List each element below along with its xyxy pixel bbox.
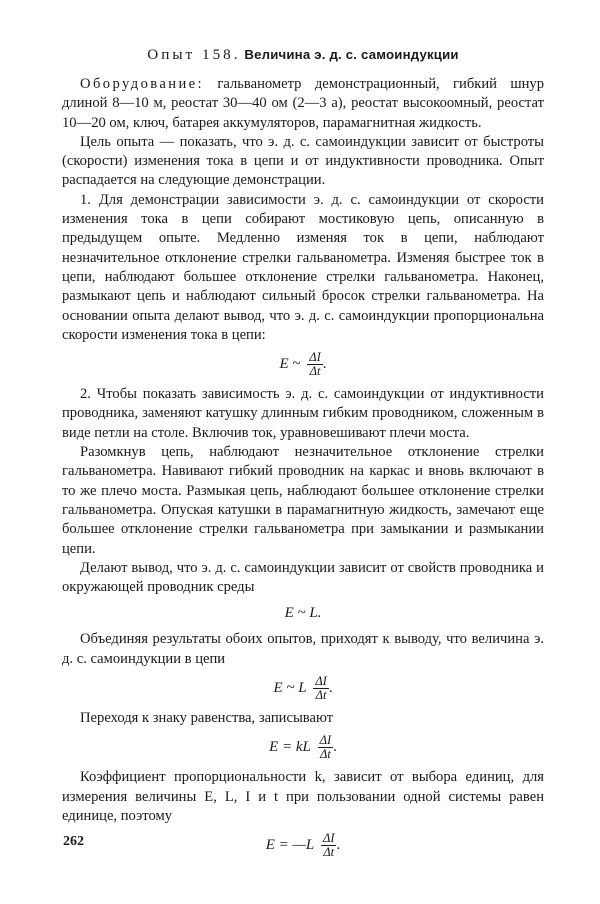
formula-end: . xyxy=(322,356,327,373)
formula-final xyxy=(62,832,544,859)
formula-coefficient xyxy=(62,734,544,761)
formula-combined-fraction xyxy=(313,675,329,702)
demo-two-paragraph: 2. Чтобы показать зависимость э. д. с. самоиндукции от индуктивности проводника, заменяют катушку длинным гибким проводником, сложенным в виде петли на столе. Включив ток, уравновешивают плечи моста. xyxy=(62,386,544,441)
fraction-numerator: ΔI xyxy=(322,831,335,846)
formula-coefficient-fraction xyxy=(318,734,334,761)
section-title xyxy=(62,46,544,64)
formula-inductance xyxy=(62,603,544,623)
equipment-text: гальванометр демонстрационный, гибкий шнур длиной 8—10 м, реостат 30—40 ом (2—3 а), реостат высокоомный, реостат 10—20 ом, ключ, батарея аккумуляторов, парамагнитная жидкость. xyxy=(62,76,544,131)
page-number: 262 xyxy=(63,834,84,849)
fraction-numerator: ΔI xyxy=(319,733,332,748)
fraction-numerator: ΔI xyxy=(315,674,327,689)
experiment-heading: Величина э. д. с. самоиндукции xyxy=(244,47,459,62)
formula-rate-lhs: E xyxy=(279,356,289,373)
fraction-denominator: Δt xyxy=(309,364,321,379)
fraction-denominator: Δt xyxy=(315,688,327,703)
experiment-number: Опыт 158. xyxy=(147,46,241,63)
formula-end: . xyxy=(336,837,341,854)
formula-combined-lhs: E ~ L xyxy=(273,679,307,696)
equality-paragraph: Переходя к знаку равенства, записывают xyxy=(80,710,334,727)
coefficient-paragraph: Коэффициент пропорциональности k, зависит от выбора единиц, для измерения величины E, L, I и t при пользовании одной системы равен единице, поэтому xyxy=(62,769,544,824)
formula-end: . xyxy=(328,679,333,696)
formula-rate-op: ~ xyxy=(292,356,301,373)
formula-rate-fraction xyxy=(307,351,323,378)
conclusion-paragraph: Делают вывод, что э. д. с. самоиндукции зависит от свойств проводника и окружающей проводник среды xyxy=(62,559,544,596)
demo-one-paragraph: 1. Для демонстрации зависимости э. д. с. самоиндукции от скорости изменения тока в цепи собирают мостиковую цепь, описанную в предыдущем опыте. Медленно изменяя ток в цепи, наблюдают незначительное отклонение стрелки гальванометра. Изменяя быстрее ток в цепи, наблюдают большее отклонение стрелки гальванометра. Наконец, размыкают цепь и наблюдают сильный бросок стрелки гальванометра. На основании опыта делают вывод, что э. д. с. самоиндукции пропорциональна скорости изменения тока в цепи: xyxy=(62,191,544,343)
demo-two-continued: Разомкнув цепь, наблюдают незначительное отклонение стрелки гальванометра. Навивают гибкий проводник на каркас и вновь включают в то же плечо моста. Размыкая цепь, наблюдают большее отклонение стрелки гальванометра. Опуская катушки в парамагнитную жидкость, замечают еще большее отклонение стрелки гальванометра при замыкании и размыкании цепи. xyxy=(62,444,544,557)
formula-end: . xyxy=(333,739,337,756)
formula-coefficient-lhs: E = kL xyxy=(269,739,311,756)
equipment-paragraph xyxy=(62,75,544,133)
formula-inductance-text: E ~ L. xyxy=(284,605,322,622)
equipment-lead: Оборудование: xyxy=(80,76,204,92)
fraction-numerator: ΔI xyxy=(309,350,321,365)
combined-paragraph: Объединяя результаты обоих опытов, приходят к выводу, что величина э. д. с. самоиндукции в цепи xyxy=(62,631,544,667)
goal-paragraph: Цель опыта — показать, что э. д. с. самоиндукции зависит от быстроты (скорости) изменения тока в цепи и от индуктивности проводника. Опыт распадается на следующие демонстрации. xyxy=(62,133,544,189)
fraction-denominator: Δt xyxy=(323,845,335,860)
book-page xyxy=(62,46,544,866)
formula-final-fraction xyxy=(321,832,337,859)
formula-rate xyxy=(62,351,544,378)
fraction-denominator: Δt xyxy=(319,747,331,762)
formula-final-lhs: E = —L xyxy=(265,837,315,854)
formula-combined xyxy=(62,675,544,702)
